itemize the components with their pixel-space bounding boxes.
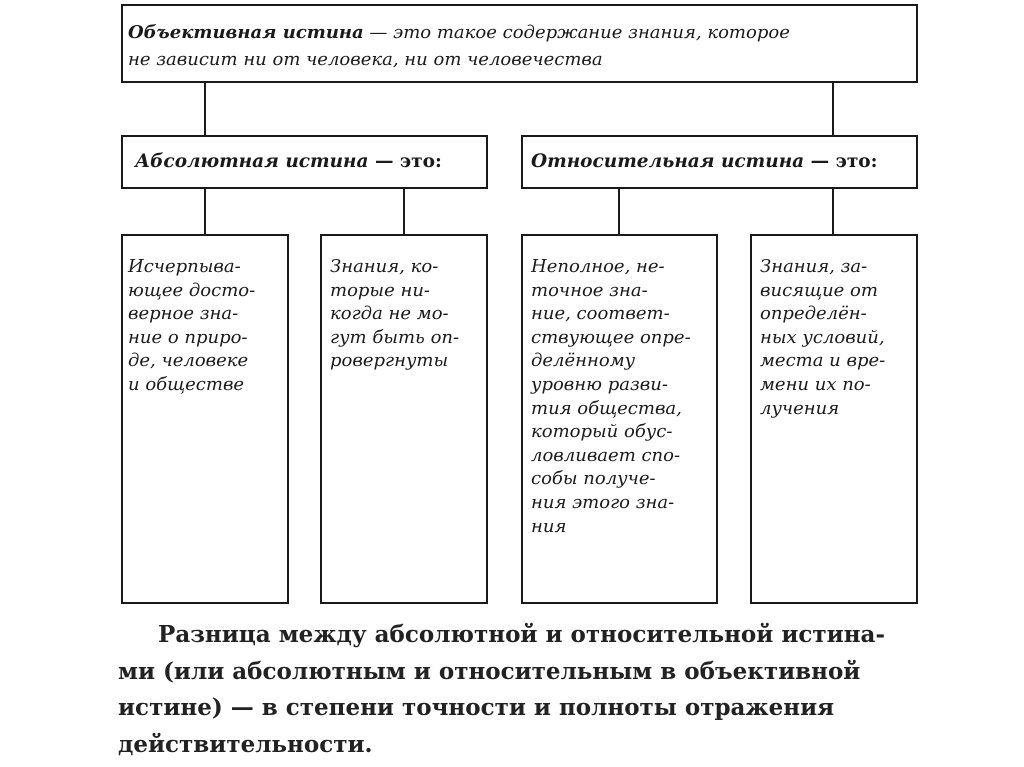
relative-truth-suffix: — это:	[804, 151, 878, 172]
relative-truth-term: Относительная истина	[531, 151, 805, 172]
absolute-card-1-text	[128, 255, 255, 397]
objective-truth-definition-line1: — это такое содержание знания, которое	[363, 22, 790, 43]
absolute-truth-term: Абсолютная истина	[135, 151, 369, 172]
card-line: мени их по-	[760, 373, 871, 395]
card-line: собы получе-	[531, 468, 656, 490]
card-line: тия общества,	[531, 397, 682, 419]
caption-line: истине) — в степени точности и полноты отражения	[118, 694, 835, 721]
relative-truth-heading	[531, 150, 877, 174]
card-line: торые ни-	[330, 279, 430, 301]
connector-relative-to-card2	[832, 189, 834, 234]
card-line: Исчерпыва-	[128, 256, 241, 277]
relative-card-2-text	[760, 255, 885, 420]
card-line: места и вре-	[760, 350, 886, 372]
card-line: лучения	[760, 397, 840, 419]
card-line: Знания, ко-	[330, 256, 439, 277]
caption-paragraph	[118, 617, 918, 763]
card-line: ния этого зна-	[531, 491, 675, 513]
card-line: ствующее опре-	[531, 326, 691, 348]
connector-absolute-to-card2	[403, 189, 405, 234]
absolute-truth-suffix: — это:	[368, 151, 442, 172]
connector-top-to-absolute	[204, 83, 206, 135]
card-line: гут быть оп-	[330, 326, 460, 348]
card-line: ловливает спо-	[531, 444, 681, 466]
absolute-card-2-text	[330, 255, 459, 373]
objective-truth-definition	[128, 19, 790, 73]
connector-relative-to-card1	[618, 189, 620, 234]
objective-truth-definition-line2: не зависит ни от человека, ни от человечества	[128, 49, 603, 70]
card-line: определён-	[760, 303, 867, 325]
card-line: висящие от	[760, 279, 878, 301]
card-line: и обществе	[128, 373, 245, 395]
card-line: когда не мо-	[330, 303, 449, 325]
caption-line: Разница между абсолютной и относительной истина-	[118, 621, 885, 648]
card-line: ровергнуты	[330, 350, 449, 372]
card-line: де, человеке	[128, 350, 249, 372]
card-line: ющее досто-	[128, 279, 256, 301]
card-line: Знания, за-	[760, 256, 868, 277]
connector-absolute-to-card1	[204, 189, 206, 234]
absolute-truth-heading	[135, 150, 442, 174]
card-line: делённому	[531, 350, 636, 372]
card-line: ние о приро-	[128, 326, 248, 348]
relative-card-1-text	[531, 255, 691, 538]
connector-top-to-relative	[832, 83, 834, 135]
card-line: точное зна-	[531, 279, 648, 301]
card-line: ния	[531, 515, 567, 537]
card-line: уровню разви-	[531, 373, 668, 395]
card-line: ние, соответ-	[531, 303, 670, 325]
card-line: верное зна-	[128, 303, 239, 325]
caption-line: ми (или абсолютным и относительным в объективной	[118, 657, 861, 685]
card-line: ных условий,	[760, 326, 885, 348]
objective-truth-term: Объективная истина	[128, 22, 364, 43]
card-line: который обус-	[531, 421, 673, 443]
caption-line: действительности.	[118, 730, 373, 758]
card-line: Неполное, не-	[531, 256, 665, 277]
